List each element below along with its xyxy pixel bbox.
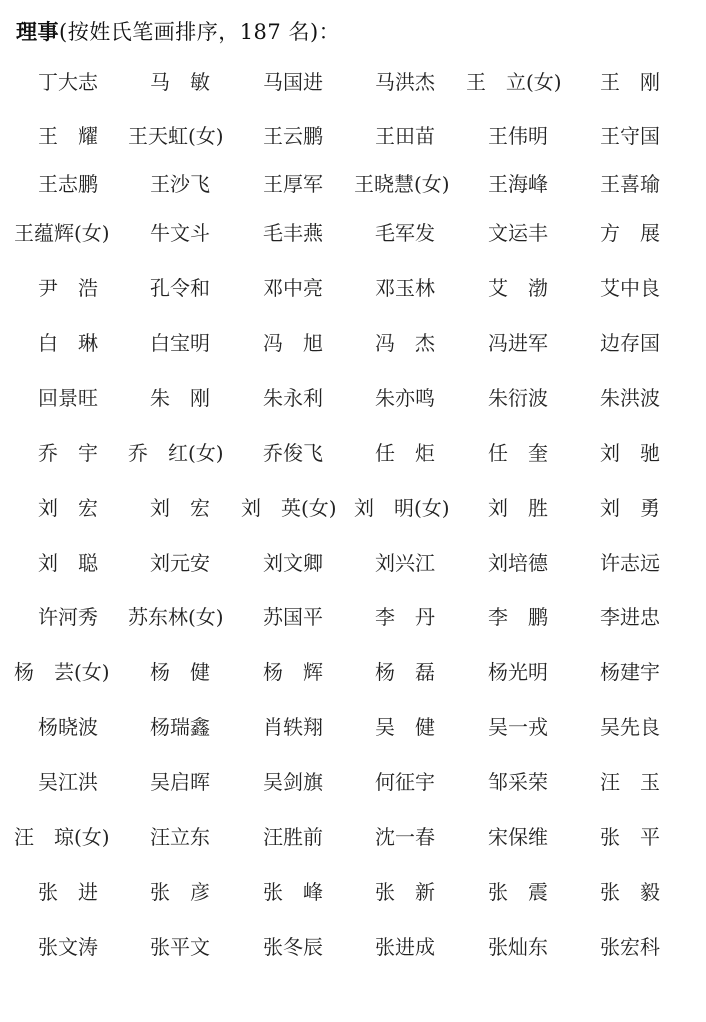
member-name: 邓中亮: [263, 276, 323, 300]
name-row: [14, 764, 694, 800]
member-name: 文运丰: [488, 221, 548, 245]
member-name: 王天虹(女): [128, 124, 224, 148]
name-row: [14, 325, 694, 361]
name-row: [14, 118, 694, 154]
member-name: 肖轶翔: [263, 715, 323, 739]
member-name: 张进成: [375, 935, 435, 959]
heading-subtitle: (按姓氏笔画排序，187 名)：: [59, 20, 341, 44]
member-name: 艾中良: [600, 276, 660, 300]
member-name: 张 新: [375, 880, 435, 904]
member-name: 马 敏: [150, 70, 210, 94]
member-name: 张 震: [488, 880, 548, 904]
member-name: 任 炬: [375, 441, 435, 465]
member-name: 杨建宇: [600, 660, 660, 684]
member-name: 刘培德: [488, 551, 548, 575]
member-name: 王 刚: [600, 70, 660, 94]
name-row: [14, 545, 694, 581]
member-name: 毛丰燕: [263, 221, 323, 245]
member-name: 吴一戎: [488, 715, 548, 739]
member-name: 王志鹏: [38, 172, 98, 196]
member-name: 王晓慧(女): [354, 172, 450, 196]
member-name: 冯进军: [488, 331, 548, 355]
member-name: 尹 浩: [38, 276, 98, 300]
member-name: 白 琳: [38, 331, 98, 355]
member-name: 方 展: [600, 221, 660, 245]
member-name: 吴先良: [600, 715, 660, 739]
member-name: 刘 聪: [38, 551, 98, 575]
member-name: 李 丹: [375, 605, 435, 629]
member-name: 杨 辉: [263, 660, 323, 684]
member-name: 马国进: [263, 70, 323, 94]
name-row: [14, 599, 694, 635]
member-name: 王云鹏: [263, 124, 323, 148]
member-name: 朱永利: [263, 386, 323, 410]
member-name: 汪立东: [150, 825, 210, 849]
member-name: 刘 宏: [38, 496, 98, 520]
name-row: [14, 929, 694, 965]
member-name: 杨光明: [488, 660, 548, 684]
member-name: 王 耀: [38, 124, 98, 148]
member-name: 汪 琼(女): [14, 825, 110, 849]
name-row: [14, 166, 694, 202]
member-name: 冯 旭: [263, 331, 323, 355]
member-name: 刘兴江: [375, 551, 435, 575]
member-name: 白宝明: [150, 331, 210, 355]
name-row: [14, 654, 694, 690]
member-name: 邓玉林: [375, 276, 435, 300]
member-name: 任 奎: [488, 441, 548, 465]
member-name: 乔 红(女): [128, 441, 224, 465]
member-name: 王厚军: [263, 172, 323, 196]
member-name: 冯 杰: [375, 331, 435, 355]
member-name: 吴剑旗: [263, 770, 323, 794]
member-name: 李进忠: [600, 605, 660, 629]
member-name: 乔俊飞: [263, 441, 323, 465]
member-name: 张 进: [38, 880, 98, 904]
member-name: 汪 玉: [600, 770, 660, 794]
member-name: 张宏科: [600, 935, 660, 959]
member-name: 毛军发: [375, 221, 435, 245]
member-name: 张 平: [600, 825, 660, 849]
member-name: 丁大志: [38, 70, 98, 94]
member-name: 王海峰: [488, 172, 548, 196]
member-name: 许志远: [600, 551, 660, 575]
member-name: 杨 健: [150, 660, 210, 684]
member-name: 张 彦: [150, 880, 210, 904]
member-name: 朱衍波: [488, 386, 548, 410]
member-name: 刘 胜: [488, 496, 548, 520]
member-name: 王蕴辉(女): [14, 221, 110, 245]
member-name: 邹采荣: [488, 770, 548, 794]
name-row: [14, 215, 694, 251]
member-name: 杨 芸(女): [14, 660, 110, 684]
member-name: 杨瑞鑫: [150, 715, 210, 739]
member-name: 刘文卿: [263, 551, 323, 575]
member-name: 刘元安: [150, 551, 210, 575]
member-name: 孔令和: [150, 276, 210, 300]
name-row: [14, 64, 694, 100]
member-name: 刘 明(女): [354, 496, 450, 520]
member-name: 刘 英(女): [241, 496, 337, 520]
member-name: 刘 宏: [150, 496, 210, 520]
member-name: 汪胜前: [263, 825, 323, 849]
member-name: 苏国平: [263, 605, 323, 629]
member-name: 王伟明: [488, 124, 548, 148]
member-name: 艾 渤: [488, 276, 548, 300]
member-name: 张冬辰: [263, 935, 323, 959]
member-name: 吴江洪: [38, 770, 98, 794]
member-name: 张 峰: [263, 880, 323, 904]
member-name: 张灿东: [488, 935, 548, 959]
member-name: 张平文: [150, 935, 210, 959]
member-name: 王沙飞: [150, 172, 210, 196]
name-row: [14, 435, 694, 471]
heading-title: 理事: [16, 20, 59, 44]
member-name: 王 立(女): [466, 70, 562, 94]
name-row: [14, 819, 694, 855]
member-name: 许河秀: [38, 605, 98, 629]
member-name: 何征宇: [375, 770, 435, 794]
name-row: [14, 380, 694, 416]
member-name: 刘 驰: [600, 441, 660, 465]
member-name: 苏东林(女): [128, 605, 224, 629]
name-row: [14, 874, 694, 910]
member-name: 杨 磊: [375, 660, 435, 684]
member-name: 王守国: [600, 124, 660, 148]
member-name: 朱亦鸣: [375, 386, 435, 410]
member-name: 张文涛: [38, 935, 98, 959]
member-name: 朱 刚: [150, 386, 210, 410]
member-name: 刘 勇: [600, 496, 660, 520]
name-row: [14, 709, 694, 745]
member-name: 边存国: [600, 331, 660, 355]
section-heading: [16, 16, 340, 48]
name-row: [14, 270, 694, 306]
member-name: 王喜瑜: [600, 172, 660, 196]
member-name: 杨晓波: [38, 715, 98, 739]
member-name: 朱洪波: [600, 386, 660, 410]
member-name: 回景旺: [38, 386, 98, 410]
member-name: 马洪杰: [375, 70, 435, 94]
member-name: 吴启晖: [150, 770, 210, 794]
member-name: 张 毅: [600, 880, 660, 904]
member-name: 吴 健: [375, 715, 435, 739]
member-name: 李 鹏: [488, 605, 548, 629]
member-name: 王田苗: [375, 124, 435, 148]
member-name: 宋保维: [488, 825, 548, 849]
name-row: [14, 490, 694, 526]
member-name: 牛文斗: [150, 221, 210, 245]
member-name: 沈一春: [375, 825, 435, 849]
member-name: 乔 宇: [38, 441, 98, 465]
